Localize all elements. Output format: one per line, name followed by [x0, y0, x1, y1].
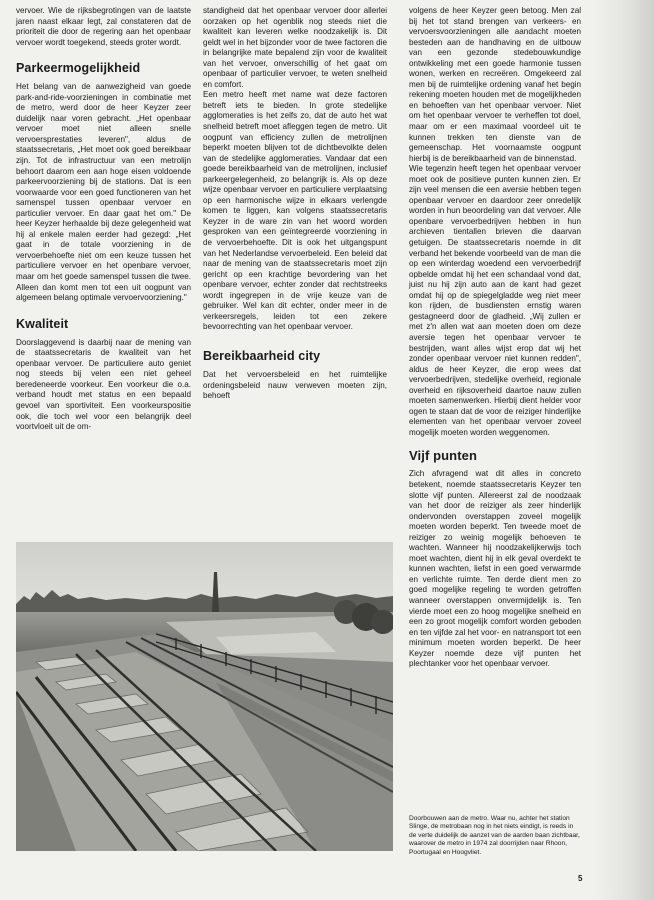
paragraph: vervoer. Wie de rijksbegrotingen van de laatste jaren naast elkaar legt, zal constateren dat de prioriteit die door de regering aan het openbaar vervoer wordt toegekend, steeds groter wordt. — [16, 6, 191, 47]
page-number: 5 — [578, 874, 583, 883]
paragraph: Wie tegenzin heeft tegen het openbaar vervoer moet ook de positieve punten kunnen zien. Er zijn veel mensen die een aversie hebben tegen openbaar vervoer en daardoor zeer onredelijk worden in hun beoordeling van dat vervoer. Alle openbare vervoerbedrijven hebben in hun archieven tientallen brieven die daarvan getuigen. De staatssecretaris noemde in dit verband het bekende voorbeeld van de man die op een winterdag woedend een vervoerbedrijf opbelde omdat hij het een schandaal vond dat, juist nu hij zijn auto aan de kant had gezet omdat hij op de spiegelgladde weg niet meer kon rijden, de busdiensten ernstig waren gestagneerd door de gladheid. „Wij zullen er met z'n allen wat aan moeten doen om deze aversie tegen het openbaar vervoer te bestrijden, want alles wijst erop dat wij het zonder openbaar vervoer niet kunnen redden", aldus de heer Keyzer, die erop wees dat vervoerbedrijven, stedelijke overheid, regionale overheid en rijksoverheid daartoe nauw zullen moeten samenwerken. Hierbij dient helder voor ogen te staan dat de voor de reiziger hinderlijke elementen van het openbaar vervoer zoveel mogelijk moeten worden weggenomen. — [409, 164, 581, 437]
paragraph: Dat het vervoersbeleid en het ruimtelijke ordeningsbeleid nauw verweven moeten zijn, behoeft — [203, 369, 387, 401]
heading-parkeermogelijkheid: Parkeermogelijkheid — [16, 61, 141, 76]
metro-construction-photo — [16, 542, 393, 851]
photo-caption: Doorbouwen aan de metro. Waar nu, achter het station Slinge, de metrobaan nog in het niets eindigt, is reeds in de verte duidelijk de aanzet van de aarden baan zichtbaar, waarover de metro in 1974 zal doorrijden naar Rhoon, Poortugaal en Hoogvliet. — [409, 815, 580, 856]
page-edge-shadow — [594, 0, 654, 900]
column-2 — [203, 6, 387, 402]
heading-kwaliteit: Kwaliteit — [16, 316, 69, 331]
paragraph: Een metro heeft met name wat deze factoren betreft iets te bieden. In grote stedelijke agglomeraties is het zelfs zo, dat de auto het wat snelheid betreft moet afleggen tegen de metro. Uit oogpunt van efficiency zullen de metrolijnen beperkt moeten blijven tot de dichtbevolkte delen van de stedelijke agglomeraties. Vandaar dat een goede bereikbaarheid van de metrolijnen, inclusief parkeergelegenheid, zo belangrijk is. Als op deze wijze openbaar vervoer en particuliere verplaatsing op een harmonische wijze in elkaars verlengde komen te liggen, kan volgens staatssecretaris Keyzer in de ware zin van het woord worden gesproken van een geïntegreerde voorziening in de vervoerbehoefte. Dit is ook het uitgangspunt van het Nederlandse vervoerbeleid. Een beleid dat naar de mening van de staatssecretaris moet zijn gericht op een krachtige bevordering van het openbare vervoer, echter zonder dat rechtstreeks wordt ingegrepen in de vrije keuze van de gebruiker. Wel kan dit echter, onder meer in de verkeersregels, leiden tot een zekere bevoorrechting van het openbaar vervoer. — [203, 90, 387, 332]
paragraph: standigheid dat het openbaar vervoer door allerlei oorzaken op het ogenblik nog steeds niet die kwaliteit kan leveren welke noodzakelijk is. Dit geldt wel in het bijzonder voor de twee factoren die in belangrijke mate bepalend zijn voor de kwaliteit van het vervoer, onverschillig of het gaat om openbaar of particulier vervoer, te weten snelheid en comfort. — [203, 6, 387, 89]
paragraph: volgens de heer Keyzer geen betoog. Men zal bij het tot stand brengen van verkeers- en vervoersvoorzieningen alle aandacht moeten besteden aan de handhaving en de uitbouw van een gezonde stedebouwkundige ontwikkeling met een goede harmonie tussen wonen, werken en recreëren. Omgekeerd zal men bij de ruimtelijke ordening vanaf het begin rekening moeten houden met de mogelijkheden en behoeften van het openbaar vervoer. Niet om het openbaar vervoer te verheffen tot doel, maar om er een maximaal voordeel uit te kunnen trekken ten dienste van de gemeenschap. Het voornaamste oogpunt hierbij is de bereikbaarheid van de binnenstad. — [409, 6, 581, 163]
heading-bereikbaarheid-city: Bereikbaarheid city — [203, 348, 321, 363]
paragraph: Zich afvragend wat dit alles in concreto betekent, noemde staatssecretaris Keyzer ten slotte vijf punten. Allereerst zal de noodzaak van het door de reiziger als zeer hinderlijk ondervonden overstappen zoveel mogelijk moeten worden beperkt. Ten tweede moet de reiziger zo weinig mogelijk behoeven te wachten. Wanneer hij noodzakelijkerwijs toch moet wachten, dient hij in elk geval overdekt te kunnen wachten, liefst in een goed verwarmde en verlichte ruimte. Ten derde dient men zo goed mogelijke regeling te worden getroffen wanneer overstappen onvermijdelijk is. Ten vierde moet een zo hoog mogelijke snelheid en een zo groot mogelijk comfort worden geboden en ten vijfde zal het voor- en natransport tot een minimum moeten worden beperkt. De heer Keyzer noemde deze vijf punten het plechtanker voor het openbaar vervoer. — [409, 469, 581, 669]
column-3 — [409, 6, 581, 670]
paragraph: Doorslaggevend is daarbij naar de mening van de staatssecretaris de kwaliteit van het openbaar vervoer. De particuliere auto geniet nog steeds bij velen een niet geheel beredeneerde voorkeur. Een voorkeur die o.a. verband houdt met status en een bepaald gevoel van sportiviteit. Een voorkeurspositie ook, die toch wel voor een belangrijk deel voortvloeit uit de om- — [16, 337, 191, 432]
column-1 — [16, 6, 191, 433]
paragraph: Het belang van de aanwezigheid van goede park-and-ride-voorzieningen in combinatie met de metro, werd door de heer Keyzer zeer duidelijk naar voren gebracht. „Het openbaar vervoer moet niet alleen snelle vervoersprestaties leveren", aldus de staatssecretaris, „Het moet ook goed bereikbaar zijn. Tot de infrastructuur van een metrolijn behoort daarom een aan hoge eisen voldoende parkeervoorziening bij de stations. Dat is een voorwaarde voor een goed functioneren van het samenspel tussen openbaar vervoer en particulier vervoer. En daar gaat het om." De heer Keyzer herhaalde bij deze gelegenheid wat hij al enkele malen eerder had gezegd: „Het gaat in de totale voorziening in de vervoerbehoefte niet om een keuze tussen het particuliere vervoer en het openbare vervoer, maar om het goede samenspel tussen die twee. Alleen dan komt men tot een uit oogpunt van algemeen belang optimale vervoervoorziening." — [16, 82, 191, 303]
heading-vijf-punten: Vijf punten — [409, 448, 478, 464]
